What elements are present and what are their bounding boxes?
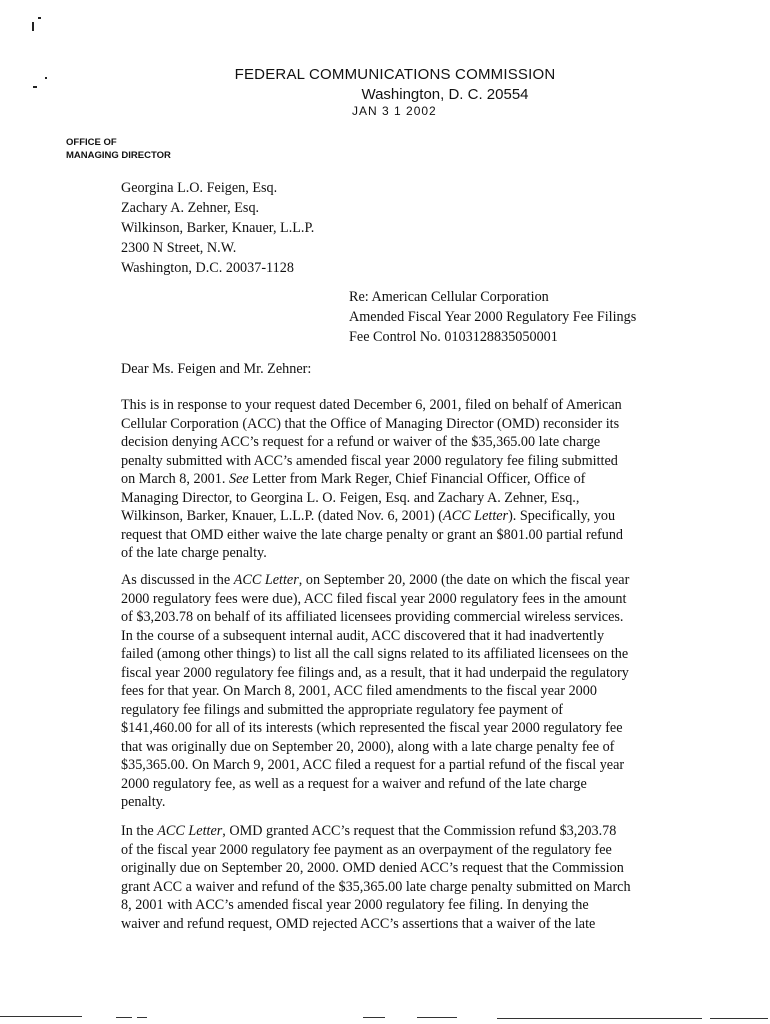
body-paragraph — [121, 396, 661, 563]
paragraph-line: of the late charge penalty. — [121, 545, 267, 561]
paragraph-line: of the fiscal year 2000 regulatory fee payment as an overpayment of the regulatory fee — [121, 841, 612, 858]
body-paragraph — [121, 822, 661, 933]
scan-speck — [38, 17, 41, 19]
scan-rule — [497, 1018, 702, 1019]
paragraph-line: $35,365.00. On March 9, 2001, ACC filed a request for a partial refund of the fiscal year — [121, 757, 625, 773]
re-line: Fee Control No. 0103128835050001 — [349, 329, 558, 345]
salutation: Dear Ms. Feigen and Mr. Zehner: — [121, 361, 312, 377]
paragraph-line: fees for that year. On March 8, 2001, ACC filed amendments to the fiscal year 2000 — [121, 683, 597, 699]
office-of-managing-director — [66, 136, 171, 162]
paragraph-line: fiscal year 2000 regulatory fee filings and, as a result, that it had underpaid the regulatory — [121, 664, 629, 681]
paragraph-line: that was originally due on September 20, 2000), along with a late charge penalty fee of — [121, 738, 615, 755]
paragraph-line: on March 8, 2001. See Letter from Mark Reger, Chief Financial Officer, Office of — [121, 471, 586, 487]
scan-rule — [710, 1018, 768, 1019]
paragraph-line: failed (among other things) to list all the call signs related to its affiliated licensees on the — [121, 646, 629, 662]
paragraph-line: of $3,203.78 on behalf of its affiliated licensees providing commercial wireless services. — [121, 609, 624, 625]
scan-rule — [417, 1017, 457, 1018]
paragraph-line: grant ACC a waiver and refund of the $35,365.00 late charge penalty submitted on March — [121, 878, 631, 895]
agency-name: FEDERAL COMMUNICATIONS COMMISSION — [234, 66, 556, 83]
paragraph-line: 8, 2001 with ACC’s amended fiscal year 2000 regulatory fee filing. In denying the — [121, 897, 589, 913]
paragraph-line: Wilkinson, Barker, Knauer, L.L.P. (dated Nov. 6, 2001) (ACC Letter). Specifically, you — [121, 508, 616, 524]
re-line: Amended Fiscal Year 2000 Regulatory Fee Filings — [349, 309, 637, 325]
paragraph-line: penalty. — [121, 794, 166, 810]
paragraph-line: Cellular Corporation (ACC) that the Office of Managing Director (OMD) reconsider its — [121, 415, 620, 432]
date-stamp: JAN 3 1 2002 — [352, 104, 437, 118]
paragraph-line: This is in response to your request dated December 6, 2001, filed on behalf of American — [121, 397, 622, 413]
paragraph-line: decision denying ACC’s request for a refund or waiver of the $35,365.00 late charge — [121, 434, 601, 450]
addressee-block — [121, 178, 314, 278]
paragraph-line: In the course of a subsequent internal audit, ACC discovered that it had inadvertently — [121, 627, 605, 644]
scan-speck — [32, 22, 34, 31]
paragraph-line: Managing Director, to Georgina L. O. Feigen, Esq. and Zachary A. Zehner, Esq., — [121, 489, 580, 506]
paragraph-line: 2000 regulatory fees were due), ACC filed fiscal year 2000 regulatory fees in the amount — [121, 590, 627, 607]
paragraph-line: originally due on September 20, 2000. OMD denied ACC’s request that the Commission — [121, 860, 624, 876]
re-line: Re: American Cellular Corporation — [349, 289, 549, 305]
paragraph-line: penalty submitted with ACC’s amended fiscal year 2000 regulatory fee filing submitted — [121, 452, 618, 469]
paragraph-line: request that OMD either waive the late charge penalty or grant an $801.00 partial refund — [121, 526, 624, 543]
scan-rule — [137, 1017, 147, 1018]
addressee-line: Wilkinson, Barker, Knauer, L.L.P. — [121, 220, 315, 236]
paragraph-line: waiver and refund request, OMD rejected ACC’s assertions that a waiver of the late — [121, 915, 596, 932]
addressee-line: Washington, D.C. 20037-1128 — [121, 260, 294, 276]
office-line: OFFICE OF — [66, 137, 117, 148]
paragraph-line: regulatory fee filings and submitted the appropriate regulatory fee payment of — [121, 701, 564, 718]
paragraph-line: In the ACC Letter, OMD granted ACC’s request that the Commission refund $3,203.78 — [121, 823, 617, 839]
body-paragraph — [121, 571, 661, 812]
agency-address: Washington, D. C. 20554 — [361, 86, 529, 103]
paragraph-line: $141,460.00 for all of its interests (which represented the fiscal year 2000 regulatory fee — [121, 720, 623, 736]
letterhead — [0, 66, 770, 103]
addressee-line: 2300 N Street, N.W. — [121, 240, 237, 256]
addressee-line: Zachary A. Zehner, Esq. — [121, 200, 260, 216]
paragraph-line: As discussed in the ACC Letter, on September 20, 2000 (the date on which the fiscal year — [121, 572, 630, 588]
scan-rule — [0, 1016, 82, 1017]
office-line: MANAGING DIRECTOR — [66, 150, 171, 161]
paragraph-line: 2000 regulatory fee, as well as a request for a waiver and refund of the late charge — [121, 775, 587, 792]
addressee-line: Georgina L.O. Feigen, Esq. — [121, 180, 278, 196]
scan-rule — [116, 1017, 132, 1018]
scan-rule — [363, 1017, 385, 1018]
re-block — [349, 287, 636, 347]
